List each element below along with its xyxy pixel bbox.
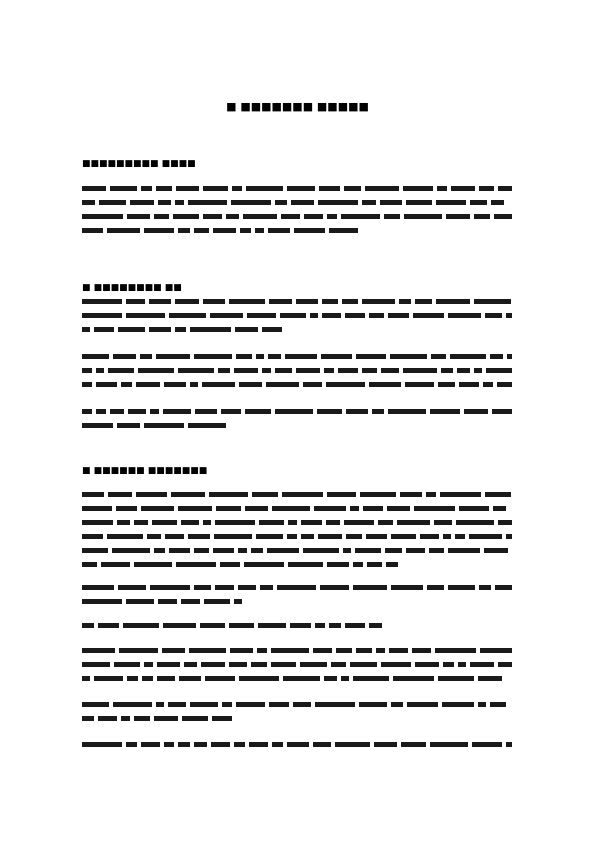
text-line: [82, 408, 512, 416]
text-line: [82, 367, 512, 375]
text-line: [82, 185, 512, 193]
text-line: [82, 598, 242, 606]
text-line: [82, 622, 382, 630]
text-line: [82, 584, 512, 592]
text-line: [82, 298, 512, 306]
section-heading-2: ■ ■■■■■■ ■■■■■■■: [82, 466, 208, 476]
text-line: [82, 675, 502, 683]
page-title: ■ ■■■■■■■ ■■■■■: [226, 100, 369, 113]
text-line: [82, 561, 402, 569]
text-line: [82, 505, 512, 513]
section-heading-1: ■ ■■■■■■■■ ■■: [82, 283, 182, 293]
text-line: [82, 326, 282, 334]
text-line: [82, 353, 512, 361]
text-line: [82, 422, 232, 430]
text-line: [82, 199, 512, 207]
text-line: [82, 381, 512, 389]
text-line: [82, 661, 512, 669]
text-line: [82, 213, 512, 221]
text-line: [82, 741, 512, 749]
text-line: [82, 491, 512, 499]
text-line: [82, 533, 512, 541]
text-line: [82, 715, 232, 723]
text-line: [82, 701, 512, 709]
section-heading-intro: ■■■■■■■■■ ■■■■: [82, 159, 196, 169]
text-line: [82, 227, 362, 235]
text-line: [82, 519, 512, 527]
text-line: [82, 647, 512, 655]
text-line: [82, 312, 512, 320]
text-line: [82, 547, 512, 555]
